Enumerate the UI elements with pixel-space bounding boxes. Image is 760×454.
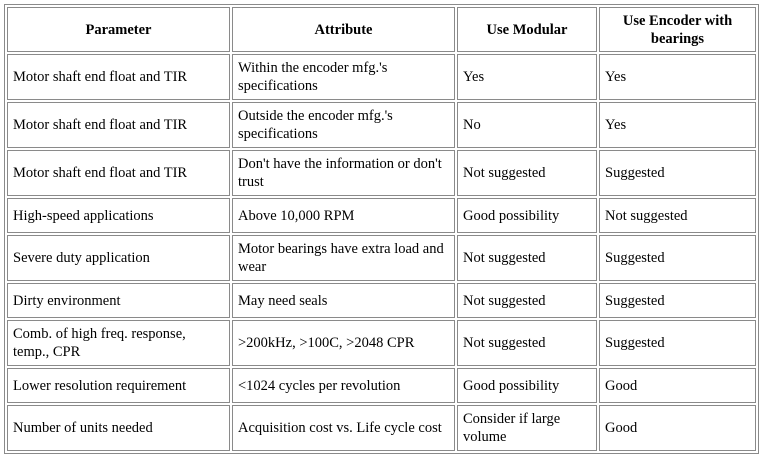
table-row <box>7 368 756 403</box>
cell-bearings: Suggested <box>599 283 756 318</box>
cell-modular: No <box>457 102 597 148</box>
cell-parameter: Comb. of high freq. response, temp., CPR <box>7 320 230 366</box>
cell-attribute: Don't have the information or don't trust <box>232 150 455 196</box>
table-row <box>7 320 756 366</box>
header-use-modular: Use Modular <box>457 7 597 52</box>
cell-parameter: Motor shaft end float and TIR <box>7 102 230 148</box>
table-row <box>7 283 756 318</box>
cell-parameter: Motor shaft end float and TIR <box>7 54 230 100</box>
cell-bearings: Good <box>599 368 756 403</box>
cell-attribute: Motor bearings have extra load and wear <box>232 235 455 281</box>
cell-parameter: Severe duty application <box>7 235 230 281</box>
cell-bearings: Suggested <box>599 320 756 366</box>
cell-attribute: Outside the encoder mfg.'s specifications <box>232 102 455 148</box>
table-row <box>7 150 756 196</box>
cell-parameter: Lower resolution requirement <box>7 368 230 403</box>
cell-modular: Yes <box>457 54 597 100</box>
header-parameter: Parameter <box>7 7 230 52</box>
cell-bearings: Not suggested <box>599 198 756 233</box>
cell-attribute: Above 10,000 RPM <box>232 198 455 233</box>
cell-parameter: Motor shaft end float and TIR <box>7 150 230 196</box>
cell-attribute: >200kHz, >100C, >2048 CPR <box>232 320 455 366</box>
cell-parameter: Dirty environment <box>7 283 230 318</box>
cell-bearings: Yes <box>599 54 756 100</box>
cell-modular: Consider if large volume <box>457 405 597 451</box>
cell-bearings: Yes <box>599 102 756 148</box>
cell-attribute: May need seals <box>232 283 455 318</box>
table-row <box>7 235 756 281</box>
table-row <box>7 198 756 233</box>
cell-parameter: Number of units needed <box>7 405 230 451</box>
cell-modular: Not suggested <box>457 150 597 196</box>
table-row <box>7 54 756 100</box>
cell-attribute: Within the encoder mfg.'s specifications <box>232 54 455 100</box>
header-row <box>7 7 756 52</box>
encoder-comparison-table <box>4 4 759 454</box>
cell-parameter: High-speed applications <box>7 198 230 233</box>
comparison-table-container <box>4 4 759 454</box>
table-row <box>7 102 756 148</box>
cell-modular: Not suggested <box>457 320 597 366</box>
cell-attribute: Acquisition cost vs. Life cycle cost <box>232 405 455 451</box>
header-use-encoder-bearings: Use Encoder with bearings <box>599 7 756 52</box>
cell-modular: Good possibility <box>457 198 597 233</box>
cell-bearings: Suggested <box>599 235 756 281</box>
cell-modular: Good possibility <box>457 368 597 403</box>
header-attribute: Attribute <box>232 7 455 52</box>
cell-bearings: Good <box>599 405 756 451</box>
cell-modular: Not suggested <box>457 235 597 281</box>
table-row <box>7 405 756 451</box>
cell-modular: Not suggested <box>457 283 597 318</box>
cell-bearings: Suggested <box>599 150 756 196</box>
cell-attribute: <1024 cycles per revolution <box>232 368 455 403</box>
